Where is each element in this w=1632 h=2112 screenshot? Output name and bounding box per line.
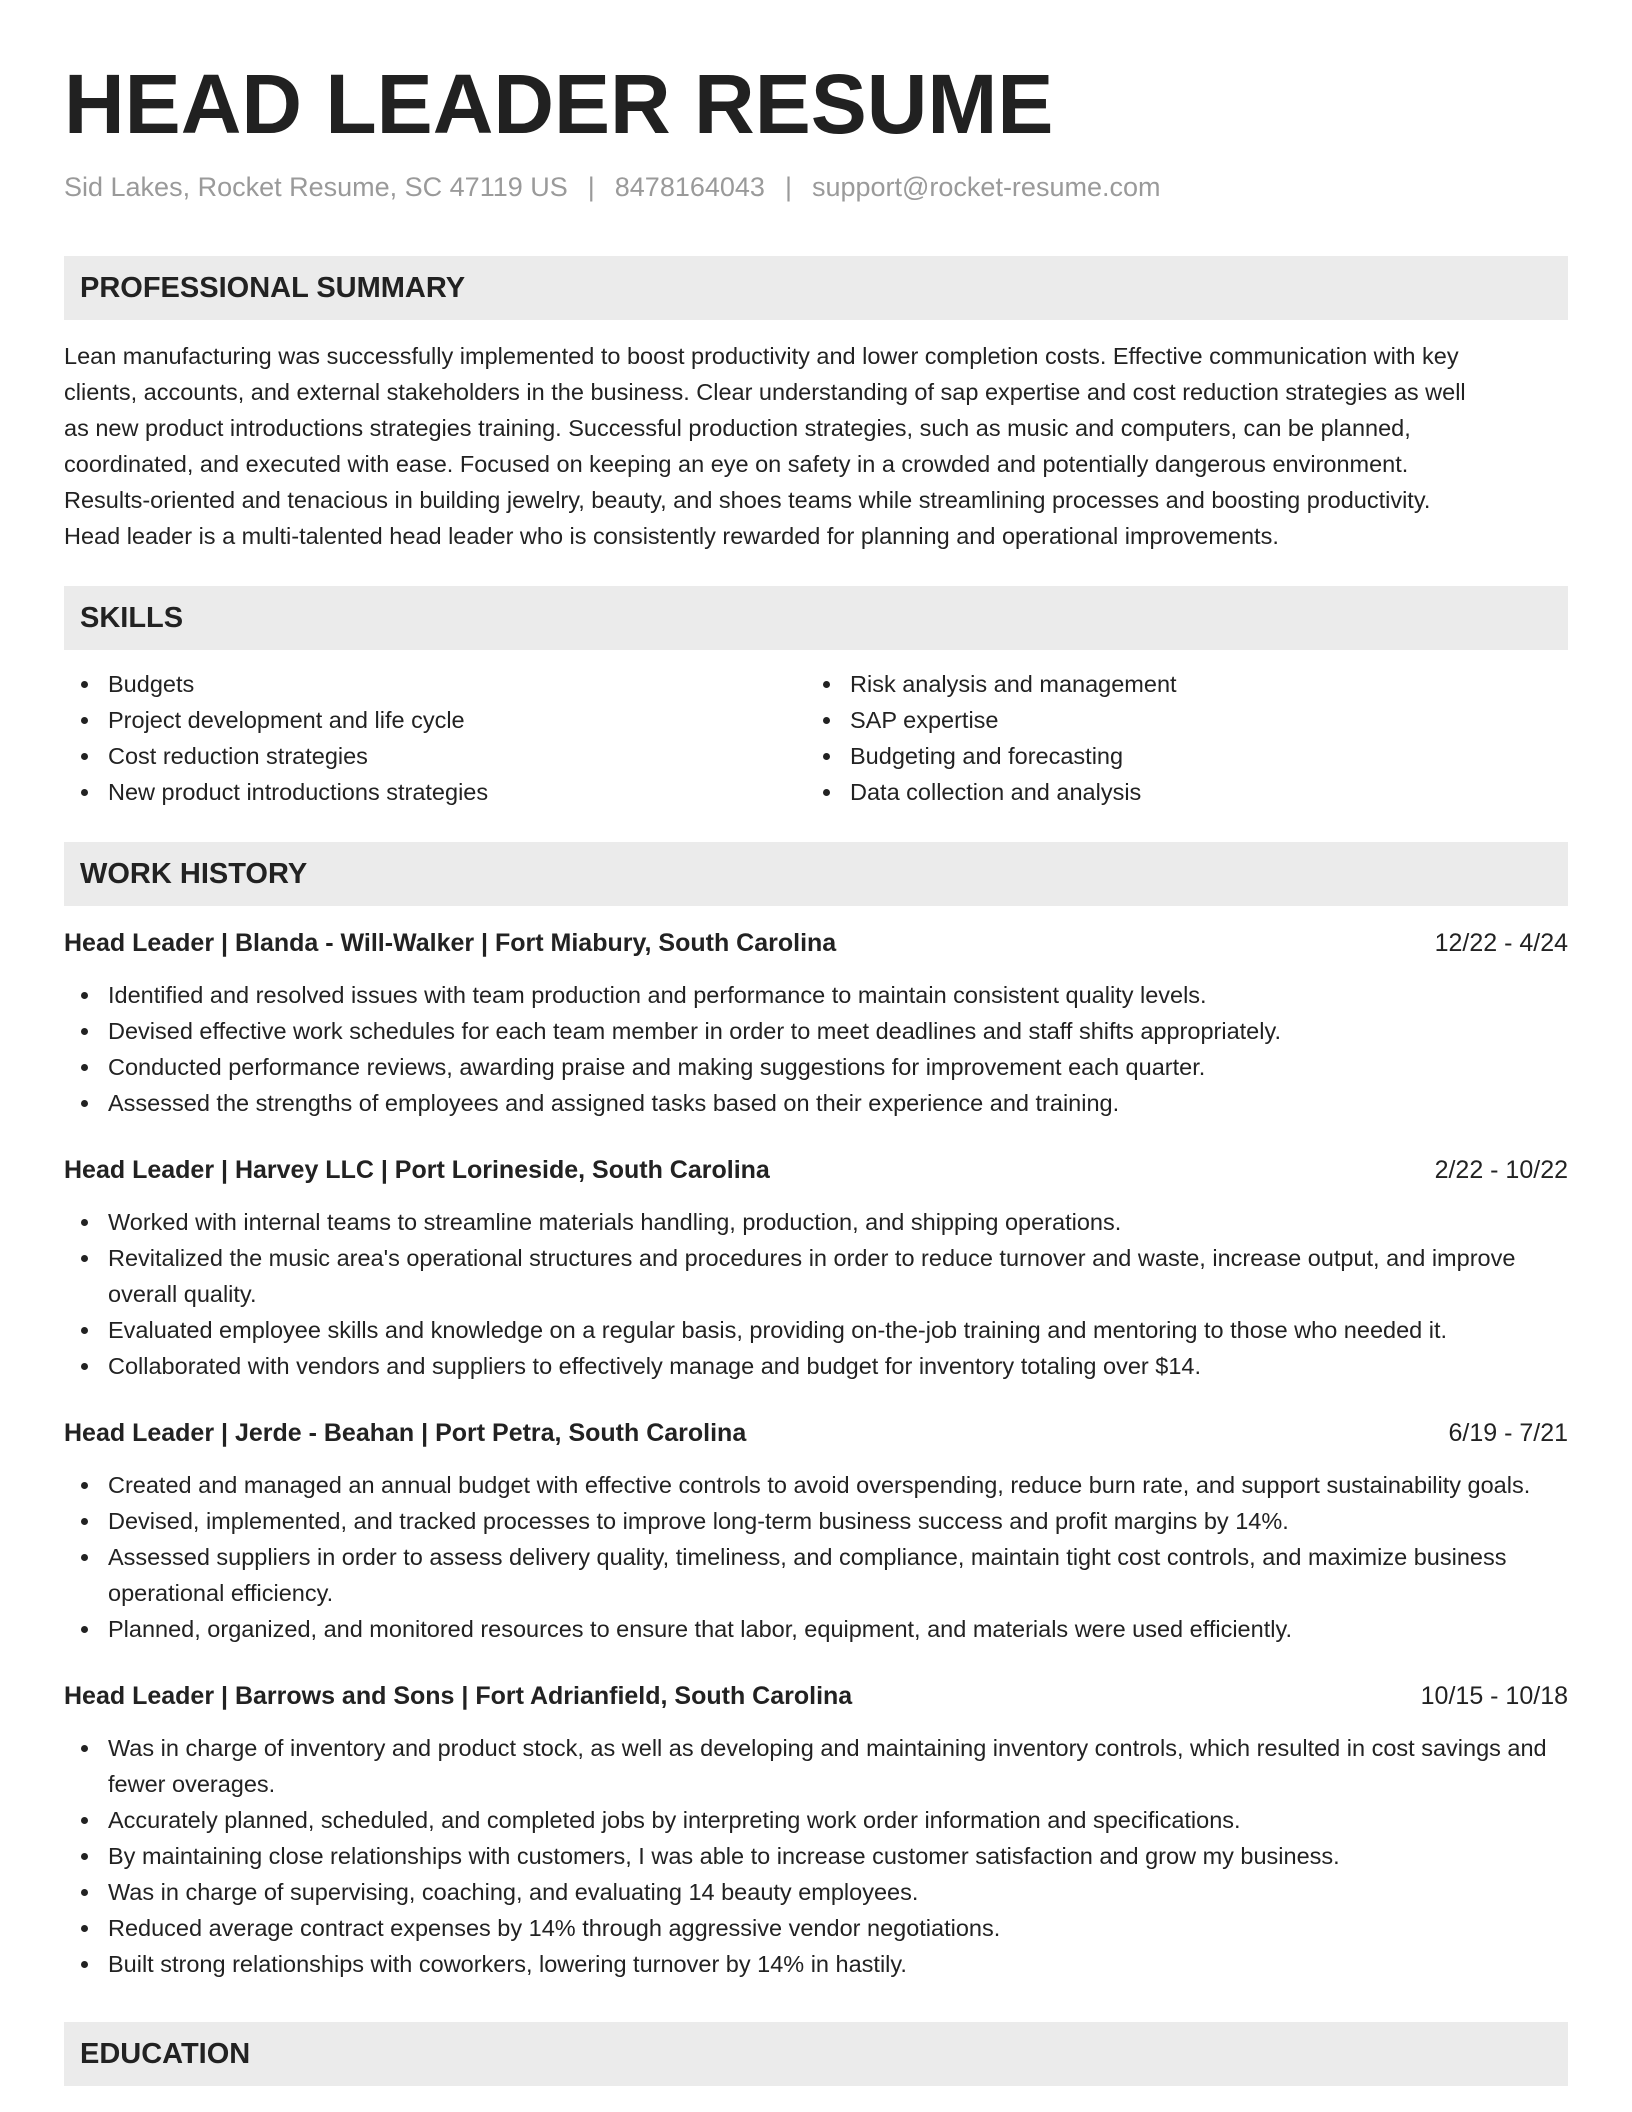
- resume-page: [64, 0, 1568, 2086]
- contact-separator: |: [587, 172, 595, 202]
- section-header-skills: SKILLS: [64, 586, 1568, 650]
- job-bullet: Was in charge of inventory and product stock, as well as developing and maintaining inventory controls, which resulted in cost savings and fewer overages.: [64, 1730, 1568, 1802]
- job-header: [64, 1153, 1568, 1187]
- job-bullet: Revitalized the music area's operational structures and procedures in order to reduce turnover and waste, increase output, and improve overall quality.: [64, 1240, 1568, 1312]
- skill-item: New product introductions strategies: [64, 774, 806, 810]
- summary-text: [64, 338, 1568, 554]
- job-entry: [64, 1679, 1568, 1982]
- job-bullet: Evaluated employee skills and knowledge on a regular basis, providing on-the-job training and mentoring to those who needed it.: [64, 1312, 1568, 1348]
- skill-item: SAP expertise: [806, 702, 1568, 738]
- job-title: Head Leader | Barrows and Sons | Fort Adrianfield, South Carolina: [64, 1682, 853, 1710]
- summary-line: Lean manufacturing was successfully implemented to boost productivity and lower completion costs. Effective communication with key: [64, 343, 1459, 369]
- contact-separator: |: [784, 172, 792, 202]
- job-bullet: Devised, implemented, and tracked processes to improve long-term business success and profit margins by 14%.: [64, 1503, 1568, 1539]
- job-bullet: Conducted performance reviews, awarding praise and making suggestions for improvement each quarter.: [64, 1049, 1568, 1085]
- job-bullet: Assessed suppliers in order to assess delivery quality, timeliness, and compliance, maintain tight cost controls, and maximize business operational efficiency.: [64, 1539, 1568, 1611]
- job-title: Head Leader | Jerde - Beahan | Port Petra, South Carolina: [64, 1419, 747, 1447]
- job-title: Head Leader | Harvey LLC | Port Lorineside, South Carolina: [64, 1156, 770, 1184]
- job-bullet: Built strong relationships with coworkers, lowering turnover by 14% in hastily.: [64, 1946, 1568, 1982]
- job-header: [64, 1679, 1568, 1713]
- job-bullets: [64, 977, 1568, 1121]
- job-dates: 12/22 - 4/24: [1434, 929, 1568, 957]
- skill-item: Risk analysis and management: [806, 666, 1568, 702]
- skill-item: Project development and life cycle: [64, 702, 806, 738]
- job-bullet: Planned, organized, and monitored resources to ensure that labor, equipment, and materials were used efficiently.: [64, 1611, 1568, 1647]
- job-bullets: [64, 1467, 1568, 1647]
- contact-address: Sid Lakes, Rocket Resume, SC 47119 US: [64, 172, 568, 202]
- skill-item: Budgets: [64, 666, 806, 702]
- job-bullet: Worked with internal teams to streamline materials handling, production, and shipping operations.: [64, 1204, 1568, 1240]
- job-bullet: Reduced average contract expenses by 14% through aggressive vendor negotiations.: [64, 1910, 1568, 1946]
- job-bullet: Created and managed an annual budget with effective controls to avoid overspending, reduce burn rate, and support sustainability goals.: [64, 1467, 1568, 1503]
- summary-line: clients, accounts, and external stakeholders in the business. Clear understanding of sap expertise and cost reduction strategies as well: [64, 379, 1466, 405]
- job-bullets: [64, 1204, 1568, 1384]
- section-header-education: EDUCATION: [64, 2022, 1568, 2086]
- section-header-work-history: WORK HISTORY: [64, 842, 1568, 906]
- summary-line: Results-oriented and tenacious in building jewelry, beauty, and shoes teams while streamlining processes and boosting productivity.: [64, 487, 1431, 513]
- contact-line: [64, 170, 1568, 204]
- section-header-summary: PROFESSIONAL SUMMARY: [64, 256, 1568, 320]
- summary-line: Head leader is a multi-talented head leader who is consistently rewarded for planning and operational improvements.: [64, 523, 1279, 549]
- job-bullet: Devised effective work schedules for each team member in order to meet deadlines and staff shifts appropriately.: [64, 1013, 1568, 1049]
- skill-item: Cost reduction strategies: [64, 738, 806, 774]
- resume-title: HEAD LEADER RESUME: [64, 57, 1054, 151]
- job-entry: [64, 1153, 1568, 1384]
- job-header: [64, 1416, 1568, 1450]
- skills-column-left: [64, 666, 806, 810]
- summary-line: coordinated, and executed with ease. Focused on keeping an eye on safety in a crowded and potentially dangerous environment.: [64, 451, 1409, 477]
- job-bullet: Assessed the strengths of employees and assigned tasks based on their experience and training.: [64, 1085, 1568, 1121]
- skill-item: Data collection and analysis: [806, 774, 1568, 810]
- contact-phone: 8478164043: [614, 172, 765, 202]
- summary-line: as new product introductions strategies training. Successful production strategies, such as music and computers, can be planned,: [64, 415, 1411, 441]
- skills-list: [64, 666, 1568, 810]
- job-bullet: Collaborated with vendors and suppliers to effectively manage and budget for inventory totaling over $14.: [64, 1348, 1568, 1384]
- job-dates: 10/15 - 10/18: [1420, 1682, 1568, 1710]
- job-title: Head Leader | Blanda - Will-Walker | Fort Miabury, South Carolina: [64, 929, 837, 957]
- job-bullet: Identified and resolved issues with team production and performance to maintain consistent quality levels.: [64, 977, 1568, 1013]
- job-header: [64, 926, 1568, 960]
- job-entry: [64, 926, 1568, 1121]
- job-entry: [64, 1416, 1568, 1647]
- skills-column-right: [806, 666, 1568, 810]
- job-bullet: Accurately planned, scheduled, and completed jobs by interpreting work order information and specifications.: [64, 1802, 1568, 1838]
- skill-item: Budgeting and forecasting: [806, 738, 1568, 774]
- job-bullet: Was in charge of supervising, coaching, and evaluating 14 beauty employees.: [64, 1874, 1568, 1910]
- job-bullet: By maintaining close relationships with customers, I was able to increase customer satisfaction and grow my business.: [64, 1838, 1568, 1874]
- job-bullets: [64, 1730, 1568, 1982]
- contact-email: support@rocket-resume.com: [811, 172, 1161, 202]
- job-dates: 6/19 - 7/21: [1448, 1419, 1568, 1447]
- job-dates: 2/22 - 10/22: [1434, 1156, 1568, 1184]
